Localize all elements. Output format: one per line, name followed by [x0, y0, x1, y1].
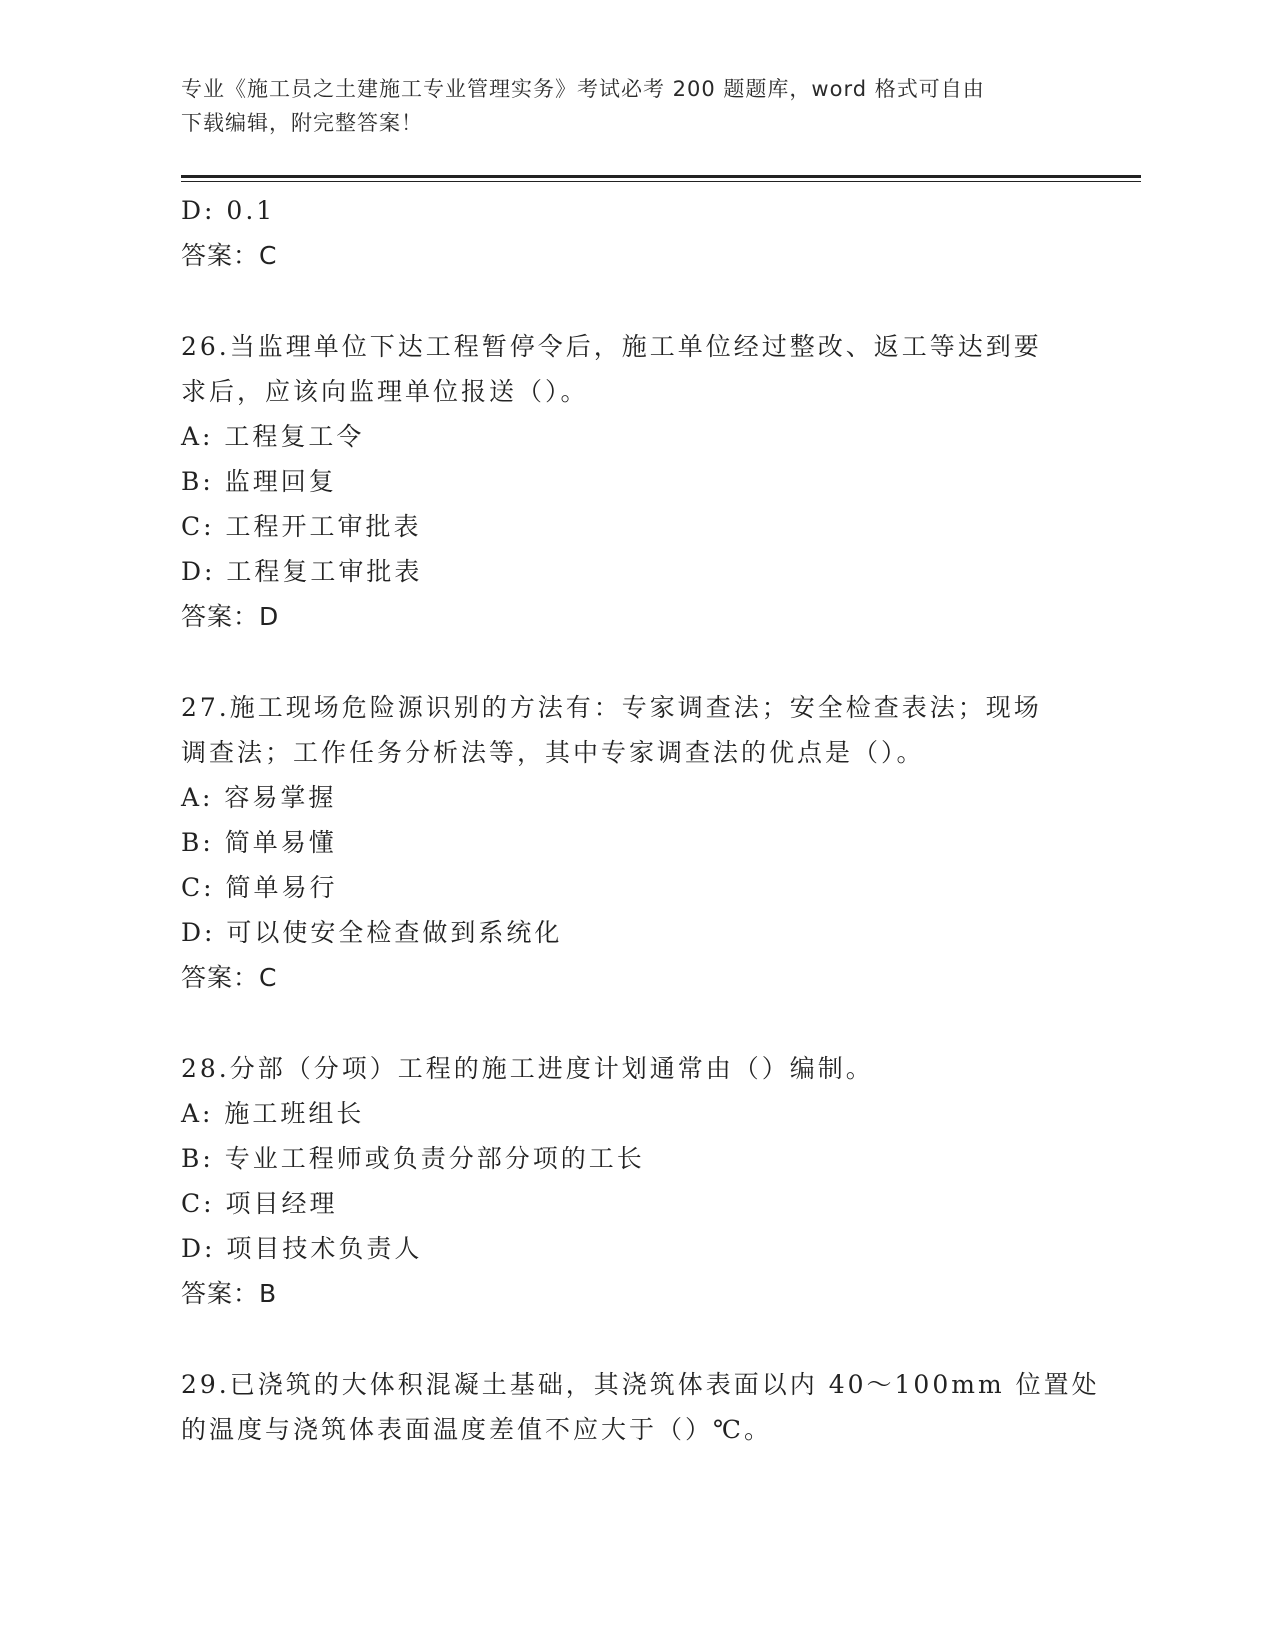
question-stem: 26.当监理单位下达工程暂停令后，施工单位经过整改、返工等达到要 [181, 332, 1042, 361]
prev-option-d: D: 0.1 [181, 196, 276, 225]
spacer [181, 1000, 1081, 1046]
answer: 答案：C [181, 963, 278, 992]
question-stem-continued: 的温度与浇筑体表面温度差值不应大于（）℃。 [181, 1415, 772, 1444]
question-stem: 29.已浇筑的大体积混凝土基础，其浇筑体表面以内 40～100mm 位置处 [181, 1370, 1100, 1399]
option-d: D: 可以使安全检查做到系统化 [181, 918, 563, 947]
option-c: C: 项目经理 [181, 1189, 338, 1218]
option-a: A: 工程复工令 [181, 422, 365, 451]
question-29 [181, 1362, 1100, 1452]
answer: 答案：D [181, 602, 280, 631]
option-d: D: 项目技术负责人 [181, 1234, 423, 1263]
answer: 答案：B [181, 1279, 278, 1308]
prev-answer: 答案：C [181, 241, 278, 270]
header-rule-thin [181, 181, 1141, 182]
option-c: C: 简单易行 [181, 873, 338, 902]
option-d: D: 工程复工审批表 [181, 557, 423, 586]
question-stem-continued: 调查法；工作任务分析法等，其中专家调查法的优点是（）。 [181, 738, 925, 767]
option-b: B: 监理回复 [181, 467, 337, 496]
header-title-line-2: 下载编辑，附完整答案！ [181, 111, 423, 135]
option-a: A: 容易掌握 [181, 783, 337, 812]
question-28 [181, 1046, 1081, 1316]
spacer [181, 278, 1081, 324]
option-b: B: 专业工程师或负责分部分项的工长 [181, 1144, 645, 1173]
question-27 [181, 685, 1081, 1000]
spacer [181, 639, 1081, 685]
header-rule-thick [181, 175, 1141, 178]
question-stem-continued: 求后，应该向监理单位报送（）。 [181, 377, 589, 406]
spacer [181, 1316, 1081, 1362]
question-stem: 28.分部（分项）工程的施工进度计划通常由（）编制。 [181, 1054, 874, 1083]
header-title-line-1: 专业《施工员之土建施工专业管理实务》考试必考 200 题题库，word 格式可自由 [181, 77, 985, 101]
page-header [181, 72, 1061, 140]
question-stem: 27.施工现场危险源识别的方法有：专家调查法；安全检查表法；现场 [181, 693, 1042, 722]
option-a: A: 施工班组长 [181, 1099, 365, 1128]
question-content [181, 188, 1100, 1452]
option-c: C: 工程开工审批表 [181, 512, 422, 541]
option-b: B: 简单易懂 [181, 828, 337, 857]
question-26 [181, 324, 1081, 639]
